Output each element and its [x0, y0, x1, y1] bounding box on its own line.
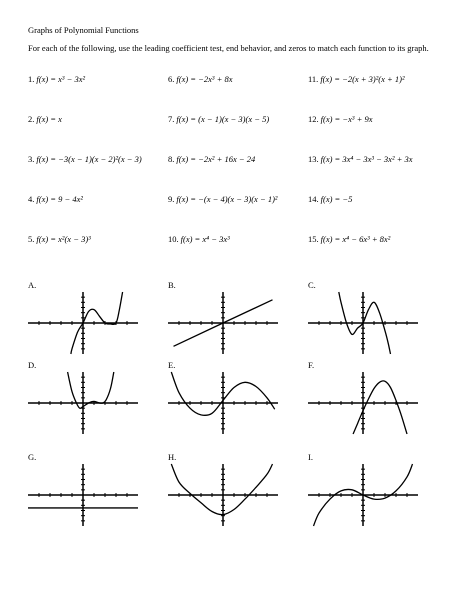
graph-plot	[28, 292, 138, 354]
graph-plot	[168, 464, 278, 526]
function-item	[28, 194, 83, 204]
function-item	[168, 234, 230, 244]
graph-label: F.	[308, 360, 315, 370]
function-number: 4.	[28, 194, 35, 204]
function-number: 11.	[308, 74, 319, 84]
graph-plot	[308, 292, 418, 354]
worksheet-title: Graphs of Polynomial Functions	[28, 25, 139, 35]
function-number: 3.	[28, 154, 35, 164]
function-item	[168, 194, 277, 204]
function-expression: f(x) = −5	[320, 194, 353, 204]
graph-label: H.	[168, 452, 177, 462]
function-expression: f(x) = −2x² + 16x − 24	[176, 154, 256, 164]
instructions: For each of the following, use the leading coefficient test, end behavior, and zeros to match each function to its graph.	[28, 43, 429, 53]
function-expression: f(x) = x⁴ − 6x³ + 8x²	[320, 234, 391, 244]
function-number: 9.	[168, 194, 175, 204]
function-item	[168, 74, 232, 84]
function-number: 14.	[308, 194, 319, 204]
function-number: 15.	[308, 234, 319, 244]
function-expression: f(x) = −2x³ + 8x	[176, 74, 233, 84]
function-expression: f(x) = x⁴ − 3x³	[180, 234, 230, 244]
function-number: 13.	[308, 154, 319, 164]
graph-curve	[171, 464, 272, 515]
graph-plot	[168, 292, 278, 354]
graph-plot	[28, 372, 138, 434]
function-item	[308, 114, 372, 124]
function-expression: f(x) = 9 − 4x²	[36, 194, 83, 204]
graph-plot	[168, 372, 278, 434]
function-expression: f(x) = 3x⁴ − 3x³ − 3x² + 3x	[320, 154, 413, 164]
function-expression: f(x) = x³ − 3x²	[36, 74, 86, 84]
function-expression: f(x) = x²(x − 3)³	[36, 234, 91, 244]
function-number: 2.	[28, 114, 35, 124]
function-item	[28, 234, 91, 244]
function-number: 10.	[168, 234, 179, 244]
function-item	[28, 154, 142, 164]
function-item	[168, 154, 255, 164]
graph-label: G.	[28, 452, 37, 462]
function-item	[28, 74, 85, 84]
function-number: 5.	[28, 234, 35, 244]
function-expression: f(x) = x	[36, 114, 62, 124]
function-item	[308, 154, 413, 164]
graph-plot	[28, 464, 138, 526]
graph-plot	[308, 464, 418, 526]
function-expression: f(x) = −2(x + 3)²(x + 1)²	[320, 74, 405, 84]
function-item	[308, 234, 390, 244]
graph-label: I.	[308, 452, 313, 462]
graph-label: E.	[168, 360, 176, 370]
graph-label: D.	[28, 360, 37, 370]
graph-label: B.	[168, 280, 176, 290]
function-item	[308, 74, 405, 84]
function-number: 1.	[28, 74, 35, 84]
function-number: 8.	[168, 154, 175, 164]
graph-plot	[308, 372, 418, 434]
graph-label: C.	[308, 280, 316, 290]
function-number: 6.	[168, 74, 175, 84]
function-number: 12.	[308, 114, 319, 124]
graph-label: A.	[28, 280, 37, 290]
function-item	[168, 114, 269, 124]
function-item	[28, 114, 62, 124]
function-item	[308, 194, 352, 204]
graph-curve	[353, 381, 407, 434]
function-expression: f(x) = (x − 1)(x − 3)(x − 5)	[176, 114, 270, 124]
function-expression: f(x) = −x³ + 9x	[320, 114, 373, 124]
function-expression: f(x) = −3(x − 1)(x − 2)²(x − 3)	[36, 154, 142, 164]
function-expression: f(x) = −(x − 4)(x − 3)(x − 1)²	[176, 194, 278, 204]
function-number: 7.	[168, 114, 175, 124]
